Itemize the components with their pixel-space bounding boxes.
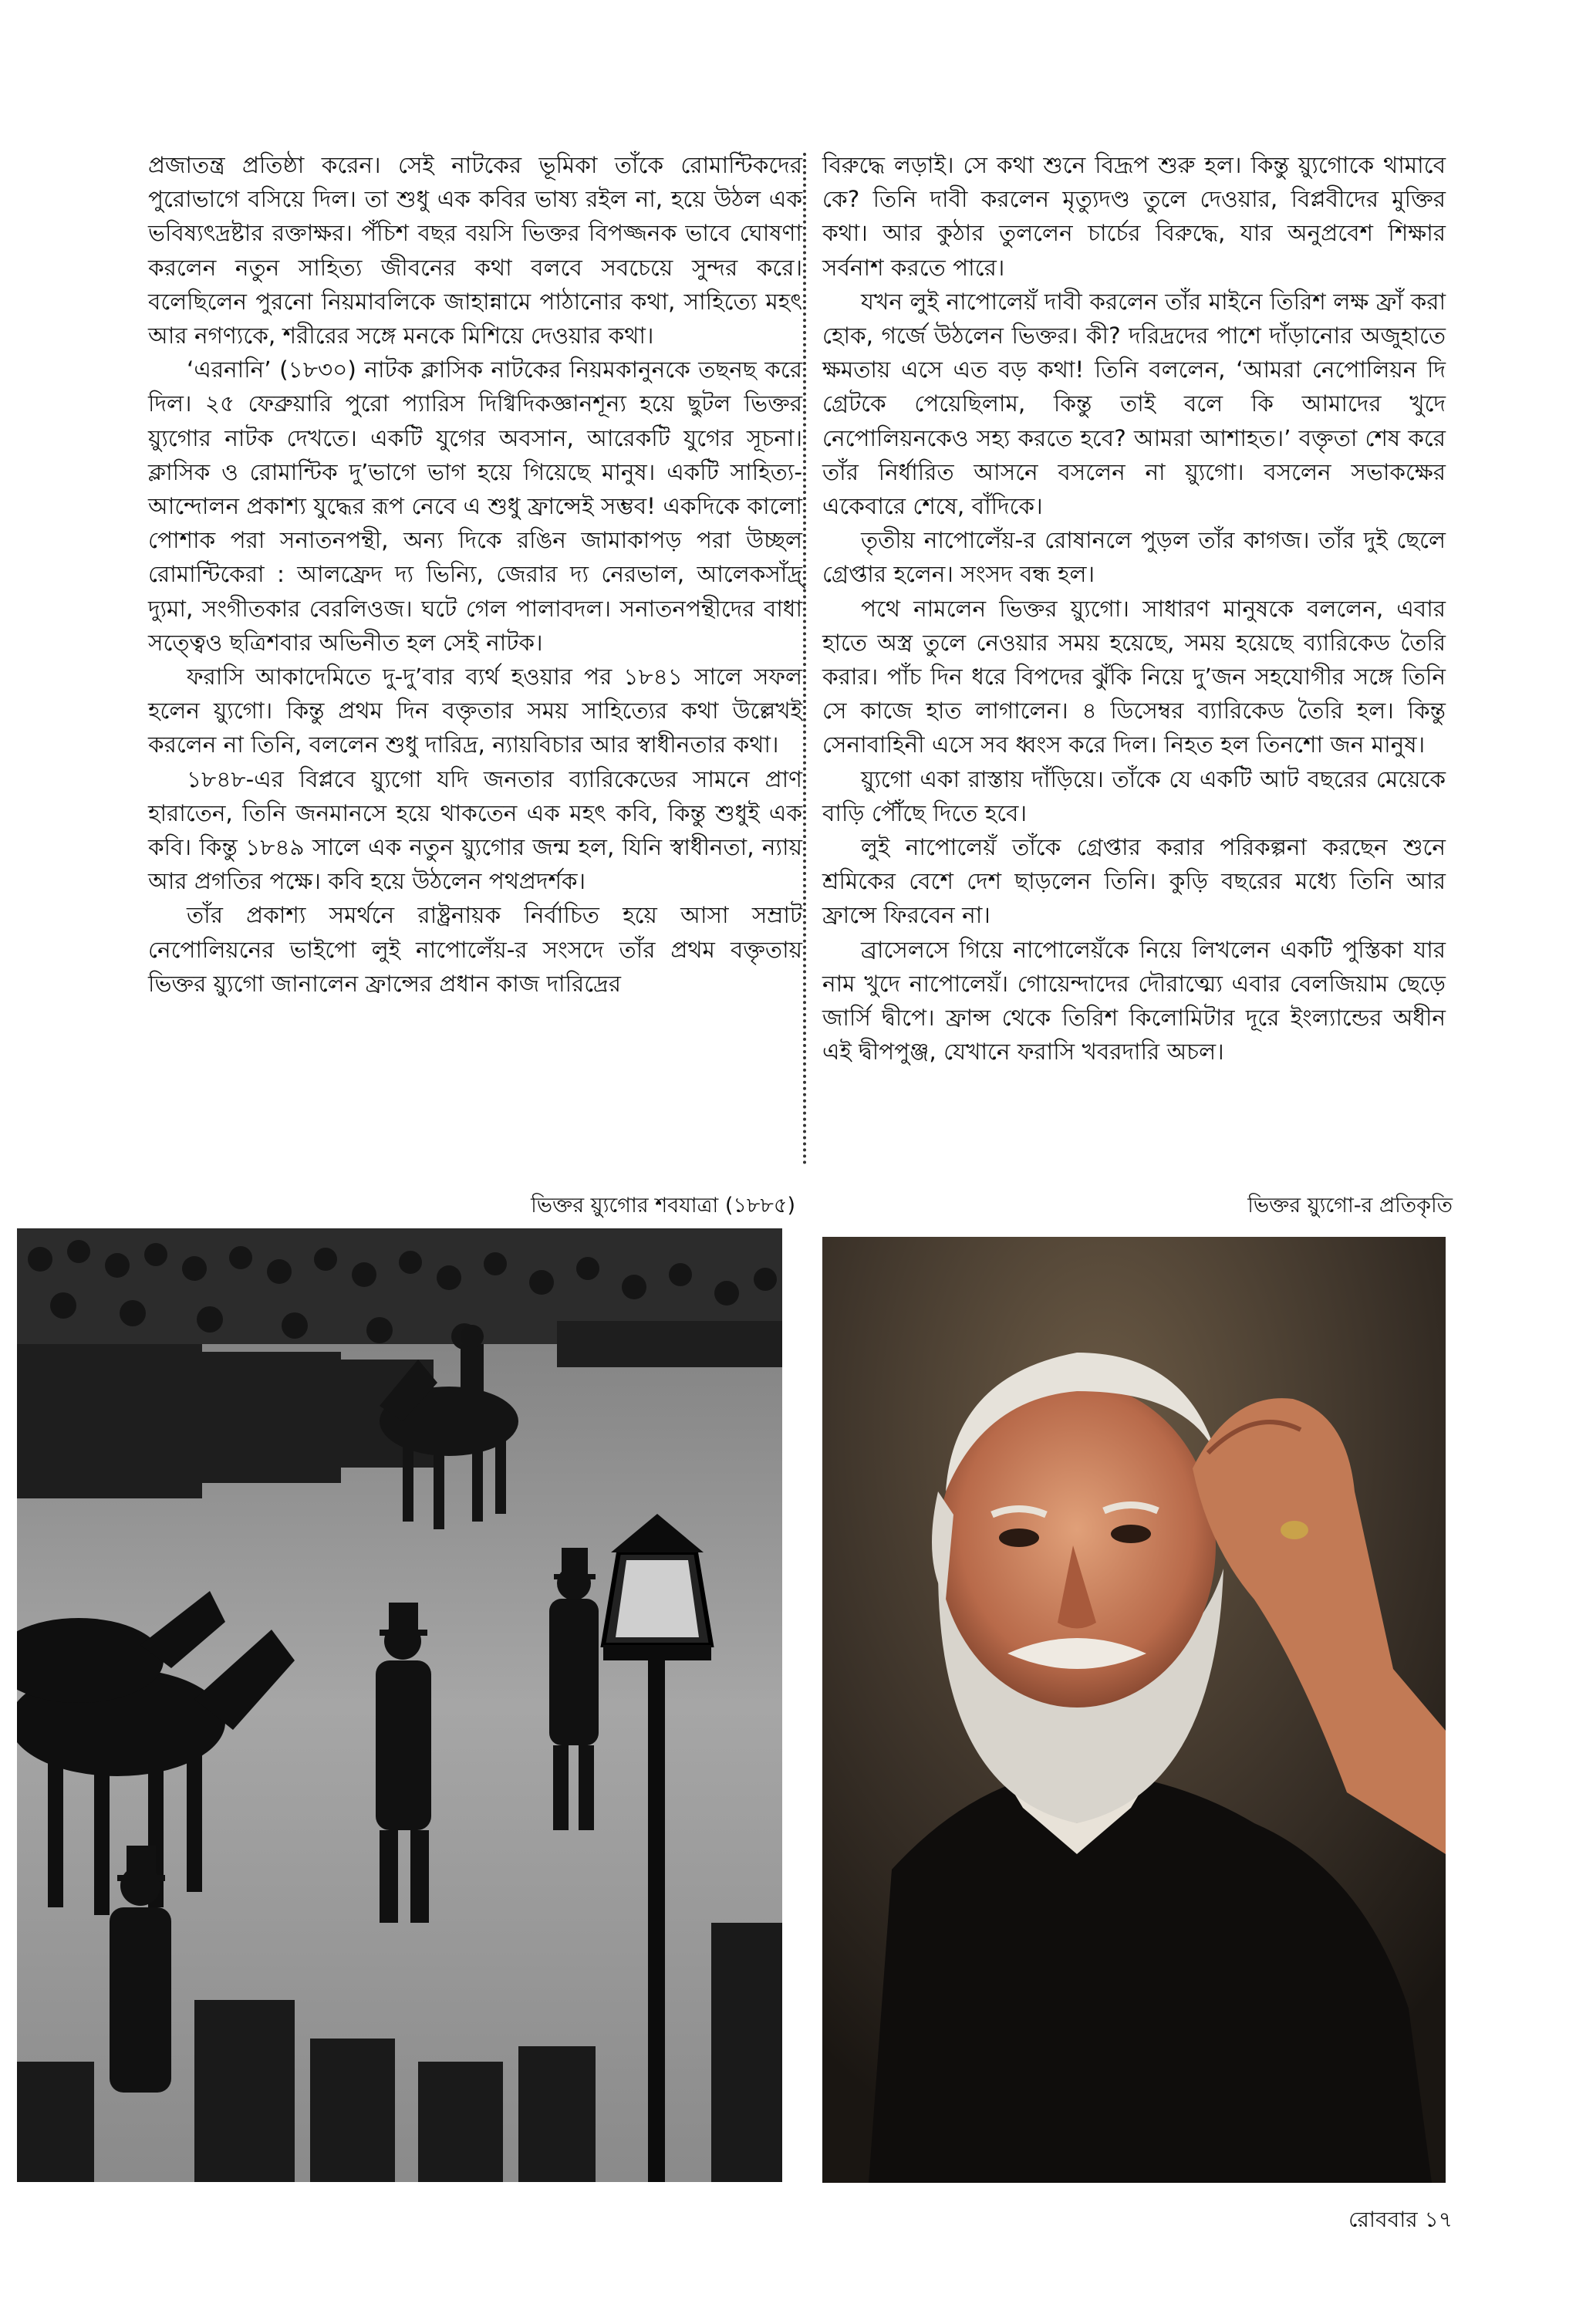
article-paragraph: প্রজাতন্ত্র প্রতিষ্ঠা করেন। সেই নাটকের ভূমিকা তাঁকে রোমান্টিকদের পুরোভাগে বসিয়ে দিল। তা শুধু এক কবির ভাষ্য রইল না, হয়ে উঠল এক ভবিষ্যৎদ্রষ্টার রক্তাক্ষর। পঁচিশ বছর বয়সি ভিক্তর বিপজ্জনক ভাবে ঘোষণা করলেন নতুন সাহিত্য জীবনের কথা বলবে সবচেয়ে সুন্দর করে। বলেছিলেন পুরনো নিয়মাবলিকে জাহান্নামে পাঠানোর কথা, সাহিত্যে মহৎ আর নগণ্যকে, শরীরের সঙ্গে মনকে মিশিয়ে দেওয়ার কথা। [148, 152, 802, 350]
article-paragraph: লুই নাপোলেয়ঁ তাঁকে গ্রেপ্তার করার পরিকল্পনা করছেন শুনে শ্রমিকের বেশে দেশ ছাড়লেন তিনি। কুড়ি বছরের মধ্যে তিনি আর ফ্রান্সে ফিরবেন না। [822, 834, 1446, 929]
victor-hugo-portrait-photo [822, 1237, 1446, 2183]
funeral-procession-photo [17, 1228, 782, 2182]
page-footer: রোববার ১৭ [1348, 2207, 1453, 2232]
article-paragraph: ব্রাসেলসে গিয়ে নাপোলেয়ঁকে নিয়ে লিখলেন একটি পুস্তিকা যার নাম খুদে নাপোলেয়ঁ। গোয়েন্দাদের দৌরাত্ম্যে এবার বেলজিয়াম ছেড়ে জার্সি দ্বীপে। ফ্রান্স থেকে তিরিশ কিলোমিটার দূরে ইংল্যান্ডের অধীন এই দ্বীপপুঞ্জ, যেখানে ফরাসি খবরদারি অচল। [822, 936, 1446, 1066]
article-paragraph: য়্যুগো একা রাস্তায় দাঁড়িয়ে। তাঁকে যে একটি আট বছরের মেয়েকে বাড়ি পৌঁছে দিতে হবে। [822, 765, 1446, 826]
victor-hugo-portrait-illustration [822, 1237, 1446, 2183]
funeral-photo-caption: ভিক্তর য়্যুগোর শবযাত্রা (১৮৮৫) [531, 1194, 795, 1218]
article-right-column [822, 148, 1446, 1069]
column-divider [803, 153, 806, 1165]
article-paragraph: ফরাসি আকাদেমিতে দু-দু’বার ব্যর্থ হওয়ার পর ১৮৪১ সালে সফল হলেন য়্যুগো। কিন্তু প্রথম দিন বক্তৃতার সময় সাহিত্যের কথা উল্লেখই করলেন না তিনি, বললেন শুধু দারিদ্র, ন্যায়বিচার আর স্বাধীনতার কথা। [148, 664, 802, 758]
funeral-procession-illustration [17, 1228, 782, 2182]
article-paragraph: যখন লুই নাপোলেয়ঁ দাবী করলেন তাঁর মাইনে তিরিশ লক্ষ ফ্রাঁ করা হোক, গর্জে উঠলেন ভিক্তর। কী? দরিদ্রদের পাশে দাঁড়ানোর অজুহাতে ক্ষমতায় এসে এত বড় কথা! তিনি বললেন, ‘আমরা নেপোলিয়ন দি গ্রেটকে পেয়েছিলাম, কিন্তু তাই বলে কি আমাদের খুদে নেপোলিয়নকেও সহ্য করতে হবে? আমরা আশাহত।’ বক্তৃতা শেষ করে তাঁর নির্ধারিত আসনে বসলেন না য়্যুগো। বসলেন সভাকক্ষের একেবারে শেষে, বাঁদিকে। [822, 288, 1446, 520]
article-paragraph: ১৮৪৮-এর বিপ্লবে য়্যুগো যদি জনতার ব্যারিকেডের সামনে প্রাণ হারাতেন, তিনি জনমানসে হয়ে থাকতেন এক মহৎ কবি, কিন্তু শুধুই এক কবি। কিন্তু ১৮৪৯ সালে এক নতুন য়্যুগোর জন্ম হল, যিনি স্বাধীনতা, ন্যায় আর প্রগতির পক্ষে। কবি হয়ে উঠলেন পথপ্রদর্শক। [148, 765, 802, 895]
portrait-photo-caption: ভিক্তর য়্যুগো-র প্রতিকৃতি [1247, 1194, 1453, 1218]
article-left-column [148, 148, 802, 1001]
article-paragraph: বিরুদ্ধে লড়াই। সে কথা শুনে বিদ্রূপ শুরু হল। কিন্তু য়্যুগোকে থামাবে কে? তিনি দাবী করলেন মৃত্যুদণ্ড তুলে দেওয়ার, বিপ্লবীদের মুক্তির কথা। আর কুঠার তুললেন চার্চের বিরুদ্ধে, যার অনুপ্রবেশ শিক্ষার সর্বনাশ করতে পারে। [822, 152, 1446, 281]
article-paragraph: ‘এরনানি’ (১৮৩০) নাটক ক্লাসিক নাটকের নিয়মকানুনকে তছনছ করে দিল। ২৫ ফেব্রুয়ারি পুরো প্যারিস দিগ্বিদিকজ্ঞানশূন্য হয়ে ছুটল ভিক্তর য়্যুগোর নাটক দেখতে। একটি যুগের অবসান, আরেকটি যুগের সূচনা। ক্লাসিক ও রোমান্টিক দু’ভাগে ভাগ হয়ে গিয়েছে মানুষ। একটি সাহিত্য-আন্দোলন প্রকাশ্য যুদ্ধের রূপ নেবে এ শুধু ফ্রান্সেই সম্ভব! একদিকে কালো পোশাক পরা সনাতনপন্থী, অন্য দিকে রঙিন জামাকাপড় পরা উচ্ছল রোমান্টিকেরা : আলফ্রেদ দ্য ভিন্যি, জেরার দ্য নেরভাল, আলেকসাঁদ্র্ দ্যুমা, সংগীতকার বেরলিওজ। ঘটে গেল পালাবদল। সনাতনপন্থীদের বাধা সত্ত্বেও ছত্রিশবার অভিনীত হল সেই নাটক। [148, 356, 802, 656]
article-paragraph: তৃতীয় নাপোলেঁয়-র রোষানলে পুড়ল তাঁর কাগজ। তাঁর দুই ছেলে গ্রেপ্তার হলেন। সংসদ বন্ধ হল। [822, 527, 1446, 588]
article-paragraph: পথে নামলেন ভিক্তর য়্যুগো। সাধারণ মানুষকে বললেন, এবার হাতে অস্ত্র তুলে নেওয়ার সময় হয়েছে, সময় হয়েছে ব্যারিকেড তৈরি করার। পাঁচ দিন ধরে বিপদের ঝুঁকি নিয়ে দু’জন সহযোগীর সঙ্গে তিনি সে কাজে হাত লাগালেন। ৪ ডিসেম্বর ব্যারিকেড তৈরি হল। কিন্তু সেনাবাহিনী এসে সব ধ্বংস করে দিল। নিহত হল তিনশো জন মানুষ। [822, 595, 1446, 758]
article-paragraph: তাঁর প্রকাশ্য সমর্থনে রাষ্ট্রনায়ক নির্বাচিত হয়ে আসা সম্রাট নেপোলিয়নের ভাইপো লুই নাপোলেঁয়-র সংসদে তাঁর প্রথম বক্তৃতায় ভিক্তর য়্যুগো জানালেন ফ্রান্সের প্রধান কাজ দারিদ্রের [148, 902, 802, 997]
